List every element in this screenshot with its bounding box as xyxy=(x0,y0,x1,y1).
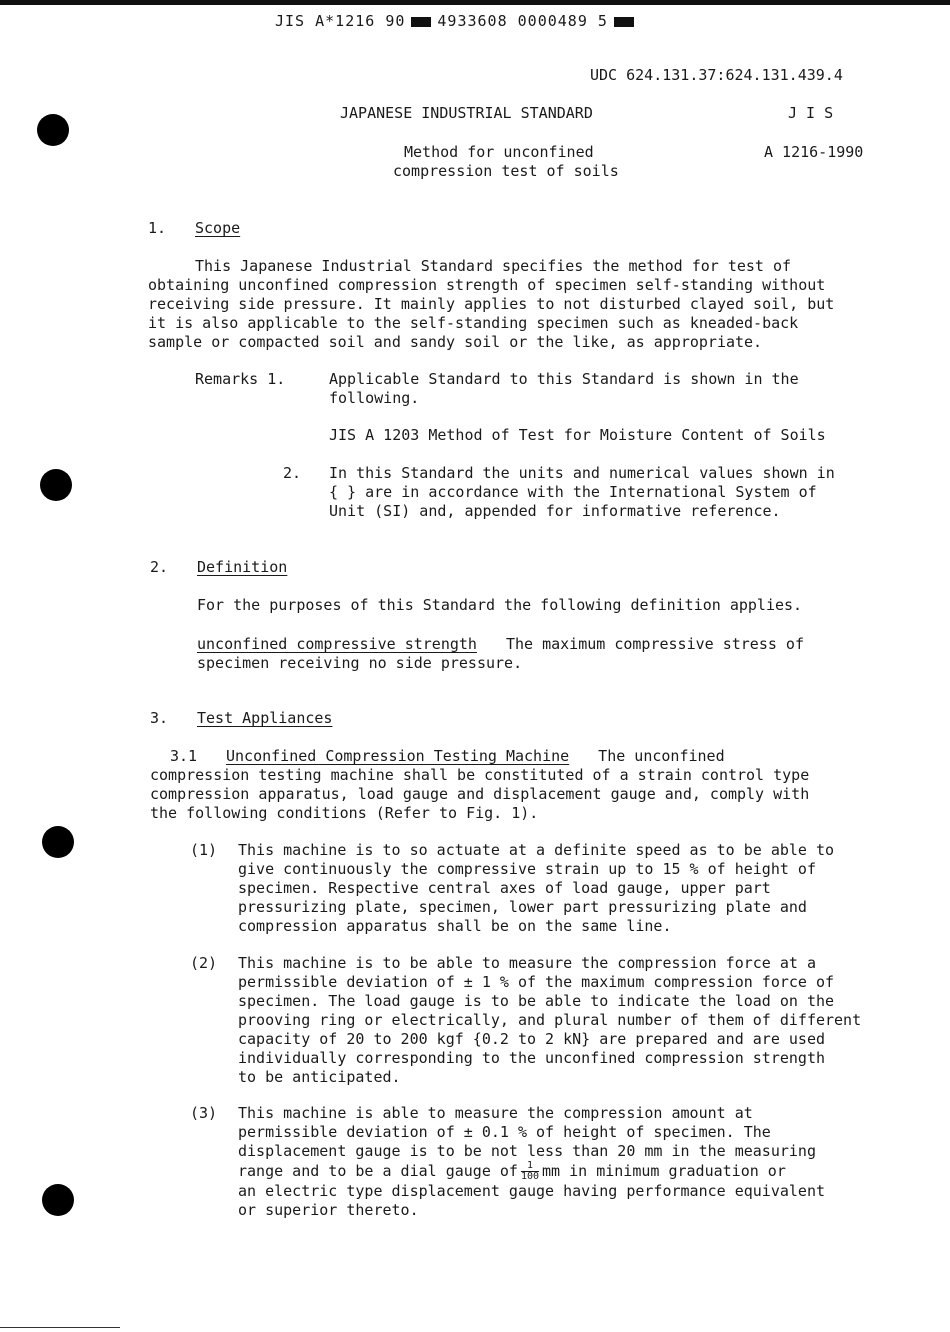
page-edge-line xyxy=(0,1327,120,1328)
remarks-label: Remarks 1. xyxy=(195,370,286,388)
definition-line-1 xyxy=(197,635,804,654)
definition-text: The maximum compressive stress of xyxy=(505,635,804,653)
title-line-1: Method for unconfined xyxy=(404,143,594,161)
catalog-code: 4933608 0000489 5 xyxy=(437,12,608,30)
section-2-number: 2. xyxy=(150,558,169,576)
standard-number: A 1216-1990 xyxy=(764,143,864,161)
section-3-title: Test Appliances xyxy=(197,709,333,727)
item-3-number: (3) xyxy=(190,1104,218,1122)
subsection-3-1-title: Unconfined Compression Testing Machine xyxy=(226,747,570,765)
text-line: compression apparatus, load gauge and displacement gauge and, comply with xyxy=(150,785,810,803)
item-2-text xyxy=(238,954,861,1087)
text-line: Applicable Standard to this Standard is shown in the xyxy=(329,370,799,388)
text-span: range and to be a dial gauge of xyxy=(238,1162,518,1180)
text-line: sample or compacted soil and sandy soil or the like, as appropriate. xyxy=(148,333,763,351)
subsection-3-1-heading xyxy=(226,747,725,766)
text-line: the following conditions (Refer to Fig. 1). xyxy=(150,804,539,822)
text-line: receiving side pressure. It mainly applies to not disturbed clayed soil, but xyxy=(148,295,835,313)
text-line: This machine is to so actuate at a definite speed as to be able to xyxy=(238,841,835,859)
text-line: specimen. Respective central axes of load gauge, upper part xyxy=(238,879,771,897)
barcode-block xyxy=(411,17,431,27)
text-line: This machine is to be able to measure the compression force at a xyxy=(238,954,816,972)
text-line: compression apparatus shall be on the same line. xyxy=(238,917,672,935)
text-line: This machine is able to measure the compression amount at xyxy=(238,1104,753,1122)
punch-hole xyxy=(42,826,74,858)
jis-label: J I S xyxy=(788,104,834,122)
remark-1 xyxy=(329,370,799,408)
subsection-3-1-body xyxy=(150,766,885,823)
item-1-text xyxy=(238,841,834,936)
text-line: In this Standard the units and numerical values shown in xyxy=(329,464,835,482)
fraction xyxy=(521,1161,539,1182)
text-line: permissible deviation of ± 1 % of the maximum compression force of xyxy=(238,973,835,991)
text-line: pressurizing plate, specimen, lower part pressurizing plate and xyxy=(238,898,807,916)
text-line: specimen. The load gauge is to be able to indicate the load on the xyxy=(238,992,835,1010)
punch-hole xyxy=(37,114,69,146)
subsection-3-1-lead: The unconfined xyxy=(598,747,725,765)
text-line: Unit (SI) and, appended for informative reference. xyxy=(329,502,781,520)
text-line-with-fraction xyxy=(238,1161,825,1182)
text-line: following. xyxy=(329,389,420,407)
text-line: to be anticipated. xyxy=(238,1068,401,1086)
section-2-title: Definition xyxy=(197,558,288,576)
standard-name: JAPANESE INDUSTRIAL STANDARD xyxy=(340,104,593,122)
punch-hole xyxy=(42,1184,74,1216)
barcode-block xyxy=(614,17,634,27)
text-line: give continuously the compressive strain up to 15 % of height of xyxy=(238,860,816,878)
text-line: displacement gauge is to be not less than 20 mm in the measuring xyxy=(238,1142,816,1160)
fraction-numerator: 1 xyxy=(526,1160,534,1171)
section-1-number: 1. xyxy=(148,219,167,237)
text-line: individually corresponding to the unconfined compression strength xyxy=(238,1049,825,1067)
udc-code: UDC 624.131.37:624.131.439.4 xyxy=(590,66,843,84)
text-line: obtaining unconfined compression strength of specimen self-standing without xyxy=(148,276,826,294)
text-line: it is also applicable to the self-standing specimen such as kneaded-back xyxy=(148,314,799,332)
item-3-text xyxy=(238,1104,825,1220)
remark-2 xyxy=(329,464,835,521)
text-line: or superior thereto. xyxy=(238,1201,419,1219)
item-2-number: (2) xyxy=(190,954,218,972)
section-1-title: Scope xyxy=(195,219,241,237)
document-code-line xyxy=(275,12,640,31)
punch-hole xyxy=(40,469,72,501)
defined-term: unconfined compressive strength xyxy=(197,635,477,653)
remark-2-number: 2. xyxy=(283,464,302,482)
title-line-2: compression test of soils xyxy=(393,162,619,180)
section-3-number: 3. xyxy=(150,709,169,727)
text-line: This Japanese Industrial Standard specifies the method for test of xyxy=(195,257,792,275)
text-line: { } are in accordance with the International System of xyxy=(329,483,817,501)
fraction-denominator: 100 xyxy=(520,1171,540,1182)
text-line: an electric type displacement gauge having performance equivalent xyxy=(238,1182,825,1200)
definition-line-2: specimen receiving no side pressure. xyxy=(197,654,523,672)
top-scan-bar xyxy=(0,0,950,5)
definition-intro: For the purposes of this Standard the following definition applies. xyxy=(197,596,803,614)
section-1-body xyxy=(148,257,883,352)
item-1-number: (1) xyxy=(190,841,218,859)
text-span: mm in minimum graduation or xyxy=(542,1162,786,1180)
document-code: JIS A*1216 90 xyxy=(275,12,406,30)
subsection-3-1-number: 3.1 xyxy=(170,747,198,765)
referenced-standard: JIS A 1203 Method of Test for Moisture Content of Soils xyxy=(329,426,826,444)
text-line: compression testing machine shall be constituted of a strain control type xyxy=(150,766,810,784)
text-line: prooving ring or electrically, and plural number of them of different xyxy=(238,1011,862,1029)
text-line: permissible deviation of ± 0.1 % of height of specimen. The xyxy=(238,1123,771,1141)
text-line: capacity of 20 to 200 kgf {0.2 to 2 kN} are prepared and are used xyxy=(238,1030,825,1048)
